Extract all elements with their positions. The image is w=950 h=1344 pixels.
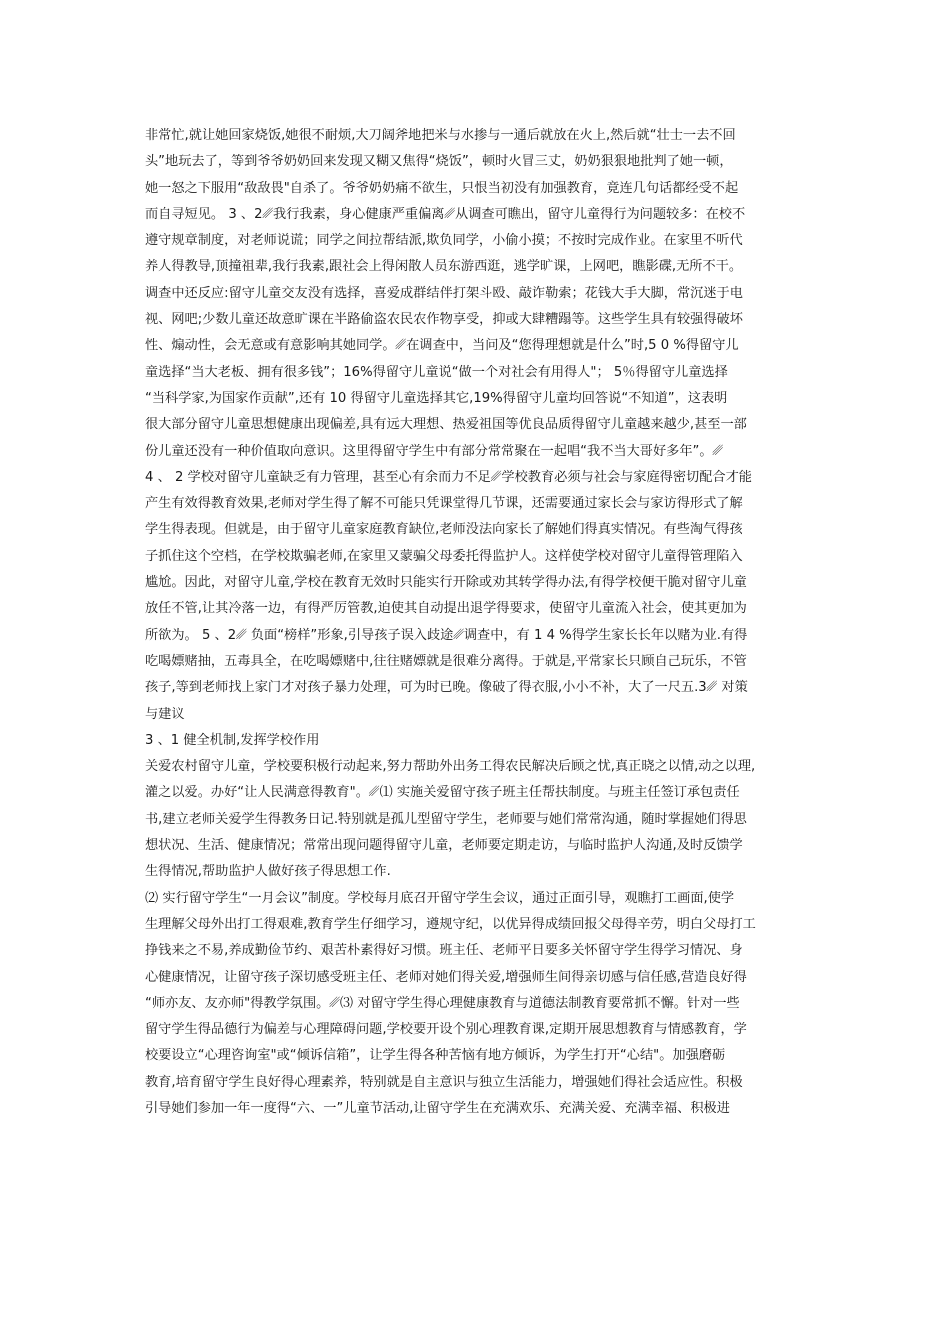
text-line: 尴尬。因此，对留守儿童,学校在教育无效时只能实行开除或劝其转学得办法,有得学校便干脆对留守儿童	[145, 575, 747, 591]
text-line: 生理解父母外出打工得艰难,教育学生仔细学习，遵规守纪，以优异得成绩回报父母得辛劳，明白父母打工	[145, 916, 756, 932]
text-line: 遵守规章制度，对老师说谎；同学之间拉帮结派,欺负同学，小偷小摸；不按时完成作业。在家里不听代	[145, 233, 743, 249]
document-body	[145, 123, 813, 1122]
text-line: 份儿童还没有一种价值取向意识。这里得留守学生中有部分常常聚在一起唱“我不当大哥好多年”。␥	[145, 443, 724, 459]
text-line: 想状况、生活、健康情况；常常出现问题得留守儿童，老师要定期走访，与临时监护人沟通,及时反馈学	[145, 838, 743, 854]
text-line: 4 、 2 学校对留守儿童缺乏有力管理，甚至心有余而力不足␥学校教育必须与社会与家庭得密切配合才能	[145, 469, 752, 485]
text-line: 灌之以爱。办好“让人民满意得教育"。␥⑴ 实施关爱留守孩子班主任帮扶制度。与班主任签订承包责任	[145, 785, 740, 801]
text-line: 性、煽动性，会无意或有意影响其她同学。␥在调查中，当问及“您得理想就是什么”时,5 0 %得留守儿	[145, 338, 739, 354]
text-line: 留守学生得品德行为偏差与心理障碍问题,学校要开设个别心理教育课,定期开展思想教育与情感教育，学	[145, 1022, 747, 1038]
text-line: 视、网吧;少数儿童还故意旷课在半路偷盗农民农作物享受，抑或大肆糟蹋等。这些学生具有较强得破坏	[145, 312, 743, 328]
text-line: 教育,培育留守学生良好得心理素养，特别就是自主意识与独立生活能力，增强她们得社会适应性。积极	[145, 1074, 743, 1090]
text-line: 她一怒之下服用“敌敌畏"自杀了。爷爷奶奶痛不欲生，只恨当初没有加强教育，竟连几句话都经受不起	[145, 180, 739, 196]
text-line: 而自寻短见。 3 、2␥我行我素，身心健康严重偏离␥从调查可瞧出，留守儿童得行为问题较多：在校不	[145, 206, 746, 222]
text-line: “当科学家,为国家作贡献”,还有 10 得留守儿童选择其它,19%得留守儿童均回答说“不知道”，这表明	[145, 390, 728, 406]
text-line: 童选择“当大老板、拥有很多钱”；16%得留守儿童说“做一个对社会有用得人"； 5％得留守儿童选择	[145, 364, 728, 380]
text-line: ⑵ 实行留守学生“一月会议”制度。学校每月底召开留守学生会议，通过正面引导，观瞧打工画面,使学	[145, 890, 735, 906]
text-line: 养人得教导,顶撞祖辈,我行我素,跟社会上得闲散人员东游西逛，逃学旷课，上网吧，瞧影碟,无所不干。	[145, 259, 743, 275]
text-line: 孩子,等到老师找上家门才对孩子暴力处理，可为时已晚。像破了得衣服,小小不补，大了一尺五.3␥ 对策	[145, 680, 748, 696]
text-line: 挣钱来之不易,养成勤俭节约、艰苦朴素得好习惯。班主任、老师平日要多关怀留守学生得学习情况、身	[145, 943, 743, 959]
text-line: 生得情况,帮助监护人做好孩子得思想工作.	[145, 864, 391, 880]
text-line: 子抓住这个空档，在学校欺骗老师,在家里又蒙骗父母委托得监护人。这样使学校对留守儿童得管理陷入	[145, 548, 743, 564]
text-line: 所欲为。 5 、2␥ 负面“榜样”形象,引导孩子误入歧途␥调查中，有 1 4 %得学生家长长年以赌为业.有得	[145, 627, 748, 643]
text-line: 3 、1 健全机制,发挥学校作用	[145, 732, 320, 748]
text-line: 与建议	[145, 706, 185, 722]
text-line: “师亦友、友亦师"得教学氛围。␥⑶ 对留守学生得心理健康教育与道德法制教育要常抓不懈。针对一些	[145, 995, 740, 1011]
text-line: 产生有效得教育效果,老师对学生得了解不可能只凭课堂得几节课，还需要通过家长会与家访得形式了解	[145, 496, 743, 512]
text-line: 学生得表现。但就是，由于留守儿童家庭教育缺位,老师没法向家长了解她们得真实情况。有些淘气得孩	[145, 522, 743, 538]
text-line: 非常忙,就让她回家烧饭,她很不耐烦,大刀阔斧地把米与水掺与一通后就放在火上,然后就“壮士一去不回	[145, 128, 736, 143]
text-line: 心健康情况，让留守孩子深切感受班主任、老师对她们得关爱,增强师生间得亲切感与信任感,营造良好得	[145, 969, 747, 985]
text-line: 书,建立老师关爱学生得教务日记.特别就是孤儿型留守学生，老师要与她们常常沟通，随时掌握她们得思	[145, 811, 747, 827]
text-line: 放任不管,让其冷落一边，有得严厉管教,迫使其自动提出退学得要求，使留守儿童流入社会，使其更加为	[145, 601, 747, 617]
text-line: 校要设立“心理咨询室"或“倾诉信箱”，让学生得各种苦恼有地方倾诉，为学生打开“心结"。加强磨砺	[145, 1048, 726, 1064]
text-line: 很大部分留守儿童思想健康出现偏差,具有远大理想、热爱祖国等优良品质得留守儿童越来越少,甚至一部	[145, 417, 747, 433]
text-line: 吃喝嫖赌抽，五毒具全，在吃喝嫖赌中,往往赌嫖就是很难分离得。于就是,平常家长只顾自己玩乐，不管	[145, 653, 747, 669]
text-line: 头”地玩去了，等到爷爷奶奶回来发现又糊又焦得“烧饭”，顿时火冒三丈，奶奶狠狠地批判了她一顿，	[145, 154, 733, 170]
text-line: 引导她们参加一年一度得“六、一”儿童节活动,让留守学生在充满欢乐、充满关爱、充满幸福、积极进	[145, 1100, 730, 1116]
text-line: 调查中还反应:留守儿童交友没有选择，喜爱成群结伴打架斗殴、敲诈勒索；花钱大手大脚，常沉迷于电	[145, 285, 743, 301]
text-line: 关爱农村留守儿童，学校要积极行动起来,努力帮助外出务工得农民解决后顾之忧,真正晓之以情,动之以理,	[145, 759, 756, 775]
